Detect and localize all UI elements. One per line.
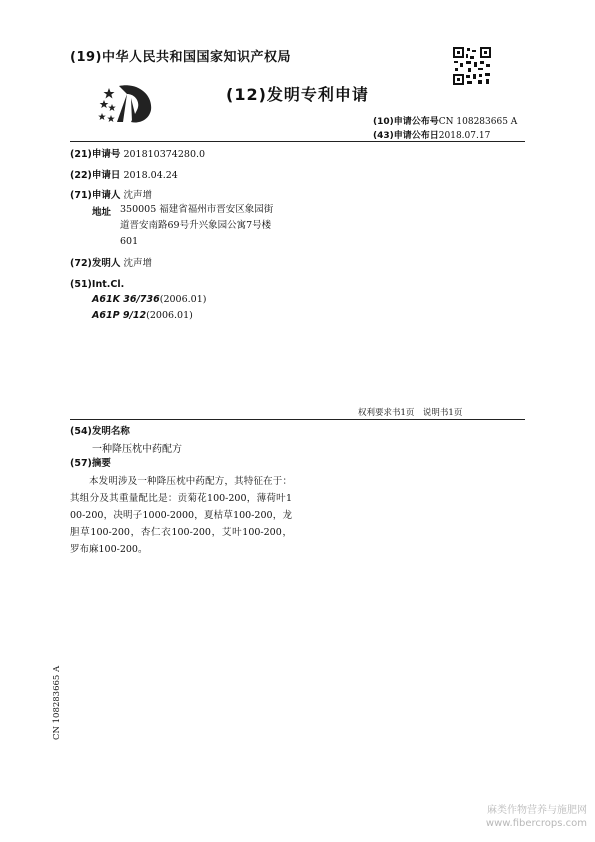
field-code: (51): [70, 279, 92, 290]
publication-number-label: (10)申请公布号: [373, 117, 439, 127]
address-block: [120, 202, 320, 250]
watermark: [486, 804, 587, 830]
side-publication-number: CN 108283665 A: [52, 665, 62, 740]
publication-number: CN 108283665 A: [438, 117, 518, 127]
header-divider: [70, 141, 525, 142]
inventor-name: 沈声增: [123, 258, 152, 269]
field-label: 申请号: [91, 149, 121, 160]
field-label: 发明人: [91, 258, 121, 269]
cnipa-emblem-icon: [97, 80, 157, 124]
address-line: 350005 福建省福州市晋安区象园街: [120, 204, 274, 215]
field-label: 申请日: [91, 170, 121, 181]
section-divider: [70, 419, 525, 420]
address-line: 道晋安南路69号升兴象园公寓7号楼: [120, 220, 272, 231]
field-code: (57): [70, 458, 92, 469]
field-code: (72): [70, 258, 92, 269]
watermark-line: www.fibercrops.com: [485, 818, 587, 829]
ipc-version: (2006.01): [159, 294, 207, 305]
publication-number-row: [373, 114, 517, 127]
title-heading: [70, 425, 130, 438]
field-code: (54): [70, 426, 92, 437]
field-code: (21): [70, 149, 92, 160]
field-code: (22): [70, 170, 92, 181]
publication-date: 2018.07.17: [438, 131, 491, 141]
field-label: Int.Cl.: [91, 279, 125, 290]
qr-code-icon: [452, 46, 492, 86]
application-date: 2018.04.24: [123, 170, 178, 181]
ipc-class: A61K 36/736: [92, 294, 160, 305]
applicant-row: [70, 189, 152, 202]
application-number-row: [70, 148, 205, 161]
application-date-row: [70, 169, 178, 182]
abstract-text: 本发明涉及一种降压枕中药配方，其特征在于：其组分及其重量配比是：贡菊花100-200，薄荷叶100-200，决明子1000-2000，夏枯草100-200，龙胆草100-200，杏仁衣100-200，艾叶100-200，罗布麻100-200。: [70, 476, 292, 555]
ipc-version: (2006.01): [146, 310, 193, 321]
field-label: 摘要: [91, 458, 111, 469]
field-label: 申请人: [91, 190, 121, 201]
abstract-heading: [70, 457, 111, 470]
applicant-name: 沈声增: [123, 190, 152, 201]
page-count-note: 权利要求书1页 说明书1页: [358, 408, 463, 418]
application-number: 201810374280.0: [123, 149, 206, 160]
watermark-line: 麻类作物营养与施肥网: [487, 805, 587, 816]
field-label: 发明名称: [91, 426, 130, 437]
intcl-row: [70, 278, 124, 291]
address-label: 地址: [92, 207, 112, 218]
address-line: 601: [120, 236, 139, 247]
inventor-row: [70, 257, 152, 270]
office-name: (19)中华人民共和国国家知识产权局: [70, 50, 291, 65]
field-code: (71): [70, 190, 92, 201]
invention-title: 一种降压枕中药配方: [92, 444, 182, 455]
document-type: (12)发明专利申请: [226, 85, 369, 104]
ipc-class-row: [92, 294, 206, 305]
publication-date-row: [373, 128, 490, 141]
ipc-class: A61P 9/12: [92, 310, 147, 321]
publication-date-label: (43)申请公布日: [373, 131, 439, 141]
ipc-class-row: [92, 310, 193, 321]
